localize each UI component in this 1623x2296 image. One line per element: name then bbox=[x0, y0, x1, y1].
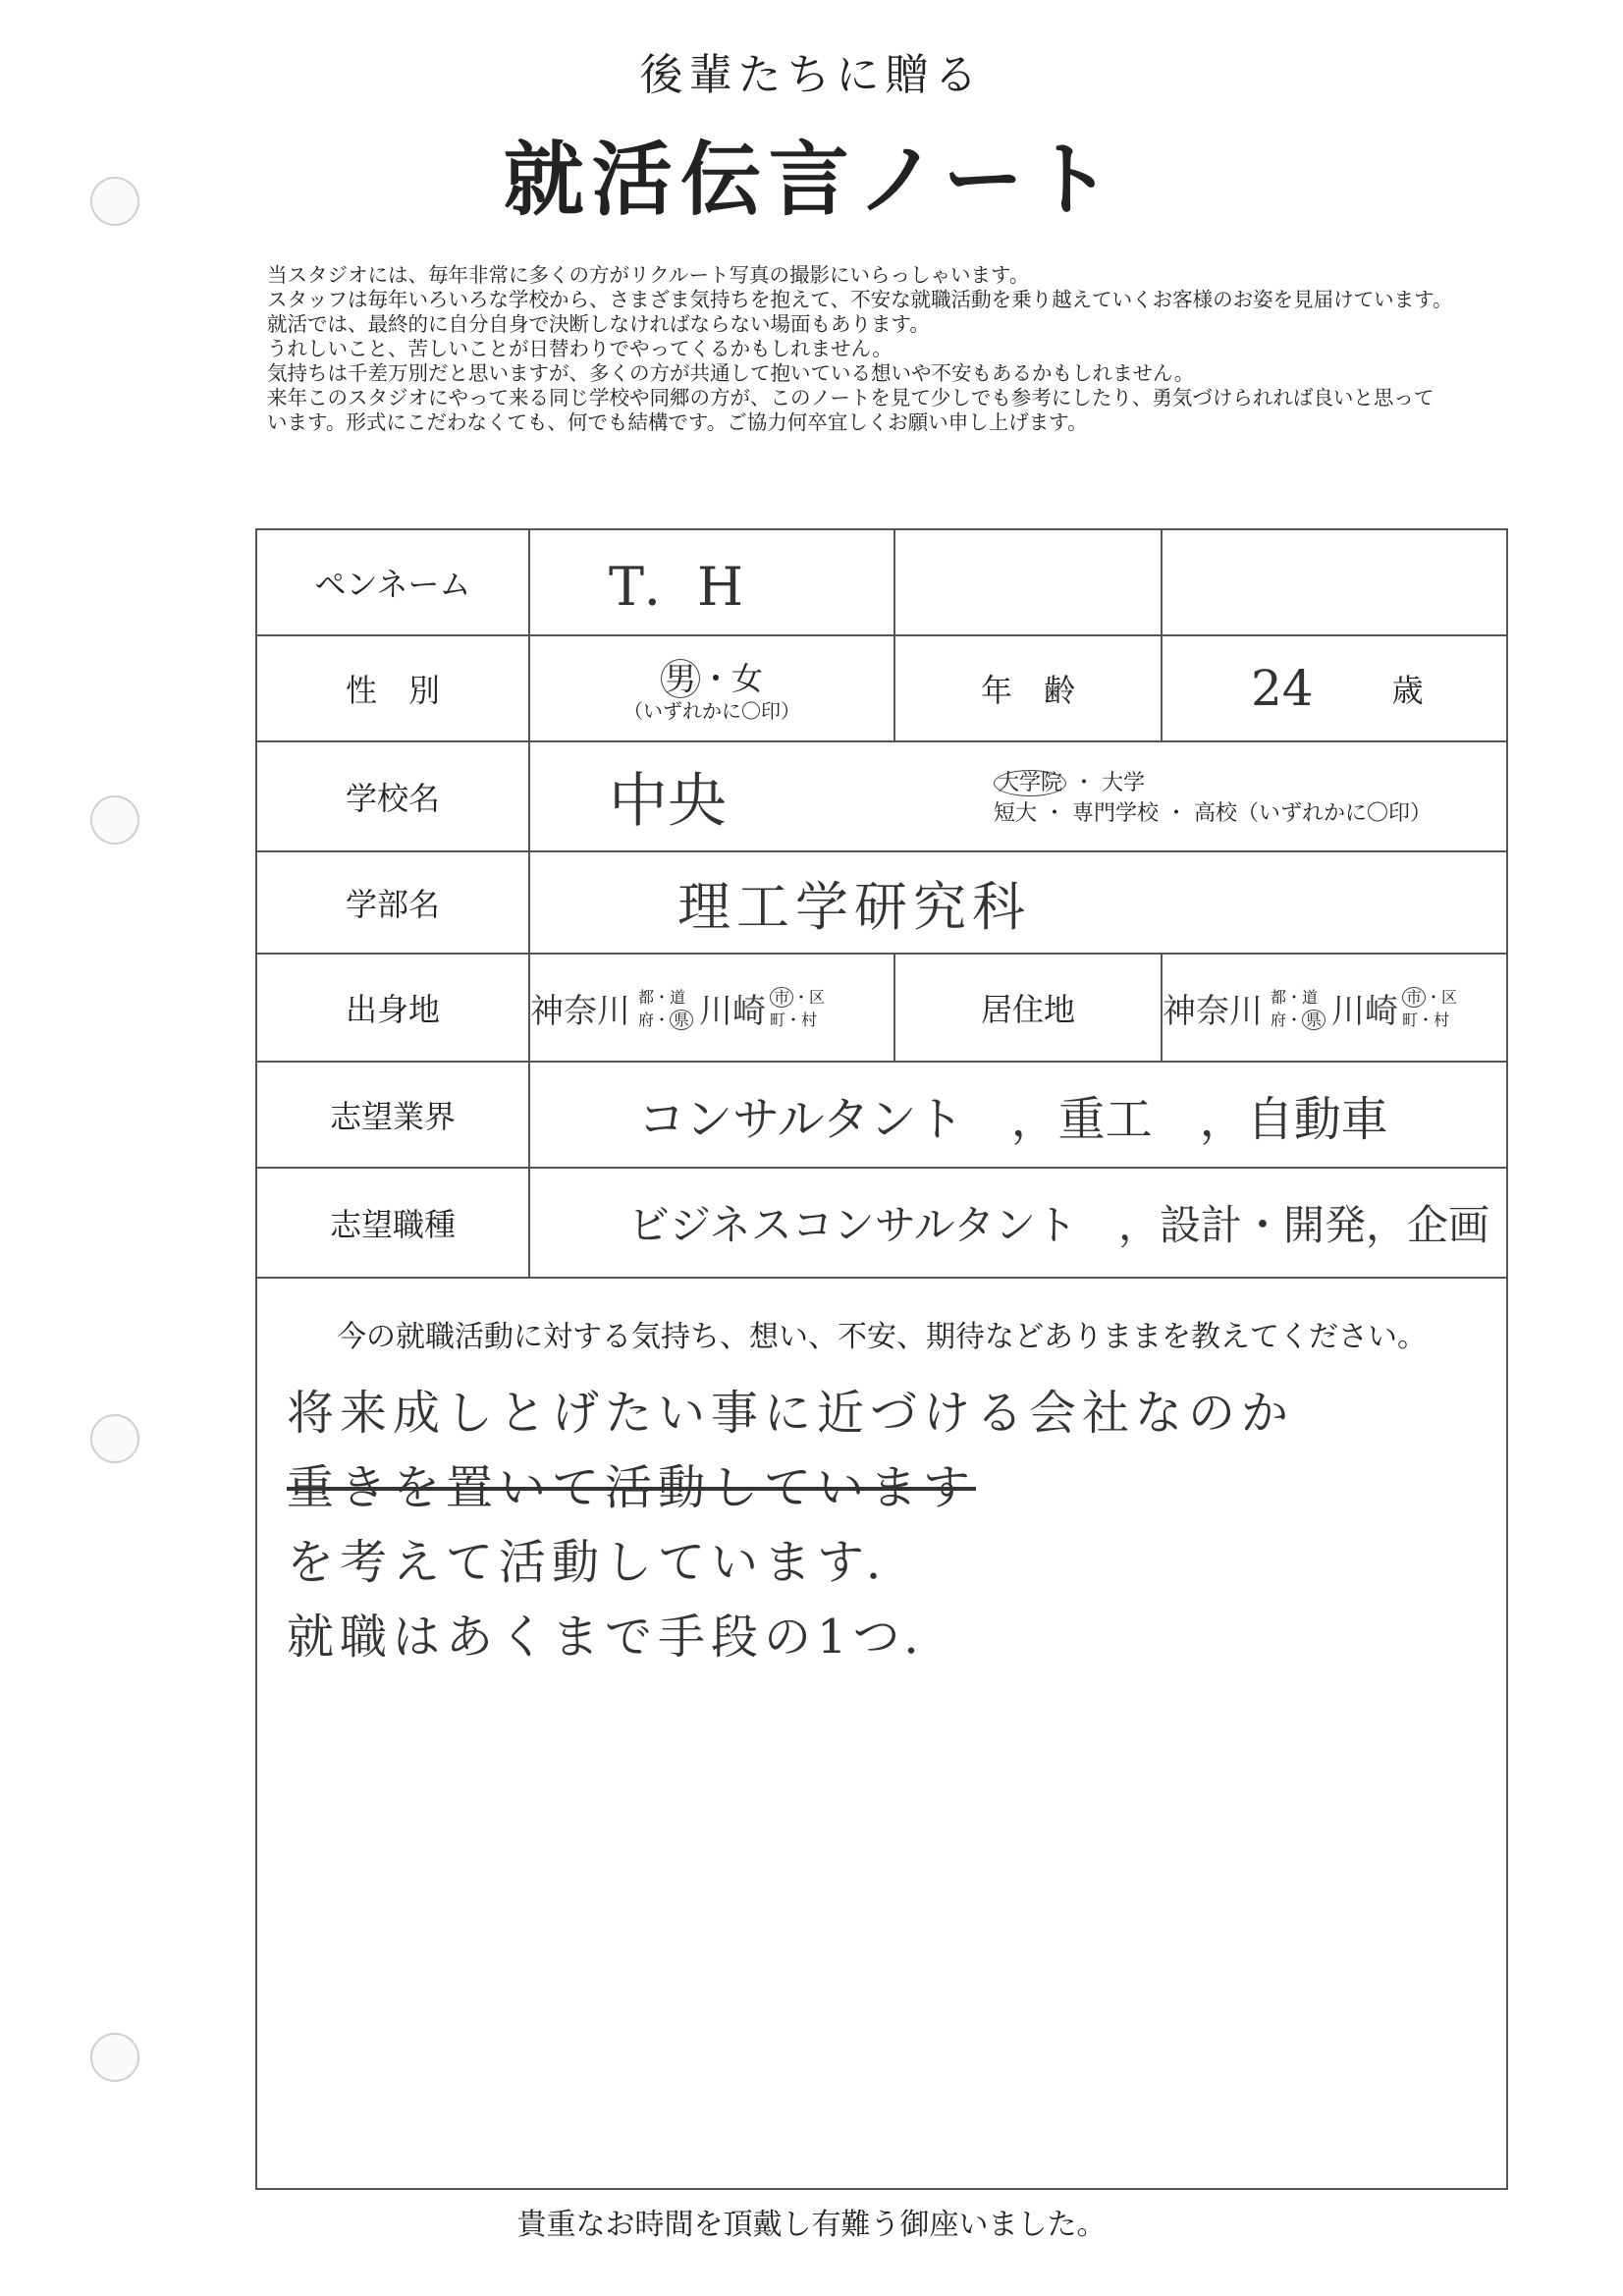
gender-options[interactable] bbox=[530, 636, 895, 740]
residence-pref-unit-top: 都・道 bbox=[1271, 988, 1319, 1007]
intro-line: 気持ちは千差万別だと思いますが、多くの方が共通して抱いている想いや不安もあるかもしれません。 bbox=[267, 361, 1195, 385]
punch-hole bbox=[90, 795, 139, 845]
header bbox=[0, 39, 1623, 231]
answer-line: 将来成しとげたい事に近づける会社なのか bbox=[287, 1386, 1295, 1441]
gender-male[interactable]: 男 bbox=[661, 659, 700, 698]
gender-sep: ・ bbox=[699, 660, 731, 697]
footer-text: 貴重なお時間を頂戴し有難う御座いました。 bbox=[516, 2208, 1107, 2242]
punch-hole bbox=[90, 1414, 139, 1463]
birthplace-pref-unit-bottom: 府・ bbox=[638, 1011, 671, 1029]
residence-city-unit-bottom: 町・村 bbox=[1402, 1011, 1450, 1029]
intro-line: 当スタジオには、毎年非常に多くの方がリクルート写真の撮影にいらっしゃいます。 bbox=[267, 263, 1030, 287]
birthplace-pref: 神奈川 bbox=[530, 991, 630, 1031]
birthplace-pref-unit-circled: 県 bbox=[670, 1010, 693, 1030]
birthplace-city-unit-circled: 市 bbox=[770, 987, 793, 1008]
gender-note: （いずれかに〇印） bbox=[623, 699, 800, 723]
intro-line: うれしいこと、苦しいことが日替わりでやってくるかもしれません。 bbox=[267, 337, 893, 360]
age-field[interactable] bbox=[1163, 636, 1506, 740]
subtitle: 後輩たちに贈る bbox=[639, 50, 984, 100]
residence-city-unit-top-rest: ・区 bbox=[1426, 988, 1458, 1007]
birthplace-label: 出身地 bbox=[257, 955, 530, 1061]
answer-line-struck: 重きを置いて活動しています bbox=[287, 1460, 977, 1515]
school-value[interactable]: 中央 bbox=[609, 767, 727, 836]
age-unit: 歳 bbox=[1391, 672, 1424, 709]
birthplace-field[interactable] bbox=[530, 955, 895, 1061]
school-type-grad[interactable]: 大学院 bbox=[994, 770, 1066, 796]
answer-line: 就職はあくまで手段の1つ． bbox=[287, 1610, 957, 1665]
residence-label: 居住地 bbox=[895, 955, 1163, 1061]
school-label: 学校名 bbox=[257, 742, 530, 850]
industry-value[interactable]: コンサルタント ，重工 ，自動車 bbox=[638, 1091, 1388, 1147]
row-faculty bbox=[257, 852, 1506, 955]
age-label: 年 齢 bbox=[895, 636, 1163, 740]
residence-city-unit-circled: 市 bbox=[1402, 987, 1426, 1008]
school-type-line2: 短大 ・ 専門学校 ・ 高校（いずれかに〇印） bbox=[994, 801, 1432, 826]
row-gender-age bbox=[257, 636, 1506, 742]
page-title: 就活伝言ノート bbox=[503, 134, 1120, 227]
row-job bbox=[257, 1169, 1506, 1279]
job-label: 志望職種 bbox=[257, 1169, 530, 1277]
answer-line: を考えて活動しています． bbox=[287, 1535, 920, 1590]
pen-name-label: ペンネーム bbox=[257, 530, 530, 634]
row-school bbox=[257, 742, 1506, 852]
school-type[interactable] bbox=[984, 742, 1506, 850]
birthplace-city: 川崎 bbox=[699, 991, 767, 1031]
residence-pref-unit-circled: 県 bbox=[1302, 1010, 1325, 1030]
residence-field[interactable] bbox=[1163, 955, 1506, 1061]
intro-line: スタッフは毎年いろいろな学校から、さまざま気持ちを抱えて、不安な就職活動を乗り越えていくお客様のお姿を見届けています。 bbox=[267, 288, 1453, 311]
age-value: 24 bbox=[1251, 660, 1314, 717]
residence-pref-unit-bottom: 府・ bbox=[1271, 1011, 1303, 1029]
question-text: 今の就職活動に対する気持ち、想い、不安、期待などありままを教えてください。 bbox=[337, 1320, 1427, 1354]
punch-hole bbox=[90, 2033, 139, 2082]
row-industry bbox=[257, 1063, 1506, 1169]
form-table bbox=[255, 528, 1508, 2190]
residence-pref: 神奈川 bbox=[1163, 991, 1263, 1031]
pen-name-value[interactable]: T．H bbox=[530, 530, 895, 634]
gender-female[interactable]: 女 bbox=[731, 660, 764, 697]
blank-cell bbox=[895, 530, 1163, 634]
residence-city: 川崎 bbox=[1331, 991, 1399, 1031]
faculty-value[interactable]: 理工学研究科 bbox=[677, 875, 1031, 938]
answer-area[interactable] bbox=[287, 1375, 1475, 1673]
job-value[interactable]: ビジネスコンサルタント ，設計・開発，企画 bbox=[628, 1201, 1489, 1249]
school-type-rest: ・ 大学 bbox=[1073, 771, 1146, 795]
intro-line: 来年このスタジオにやって来る同じ学校や同郷の方が、このノートを見て少しでも参考にしたり、勇気づけられれば良いと思って bbox=[267, 386, 1434, 410]
row-pen-name bbox=[257, 530, 1506, 636]
intro-line: 就活では、最終的に自分自身で決断しなければならない場面もあります。 bbox=[267, 312, 930, 336]
birthplace-city-unit-top-rest: ・区 bbox=[793, 988, 826, 1007]
birthplace-pref-unit-top: 都・道 bbox=[638, 988, 686, 1007]
row-location bbox=[257, 955, 1506, 1063]
birthplace-city-unit-bottom: 町・村 bbox=[770, 1011, 818, 1029]
intro-text bbox=[267, 263, 1593, 435]
gender-label: 性 別 bbox=[257, 636, 530, 740]
intro-line: います。形式にこだわなくても、何でも結構です。ご協力何卒宜しくお願い申し上げます。 bbox=[267, 410, 1088, 434]
industry-label: 志望業界 bbox=[257, 1063, 530, 1167]
faculty-label: 学部名 bbox=[257, 852, 530, 953]
